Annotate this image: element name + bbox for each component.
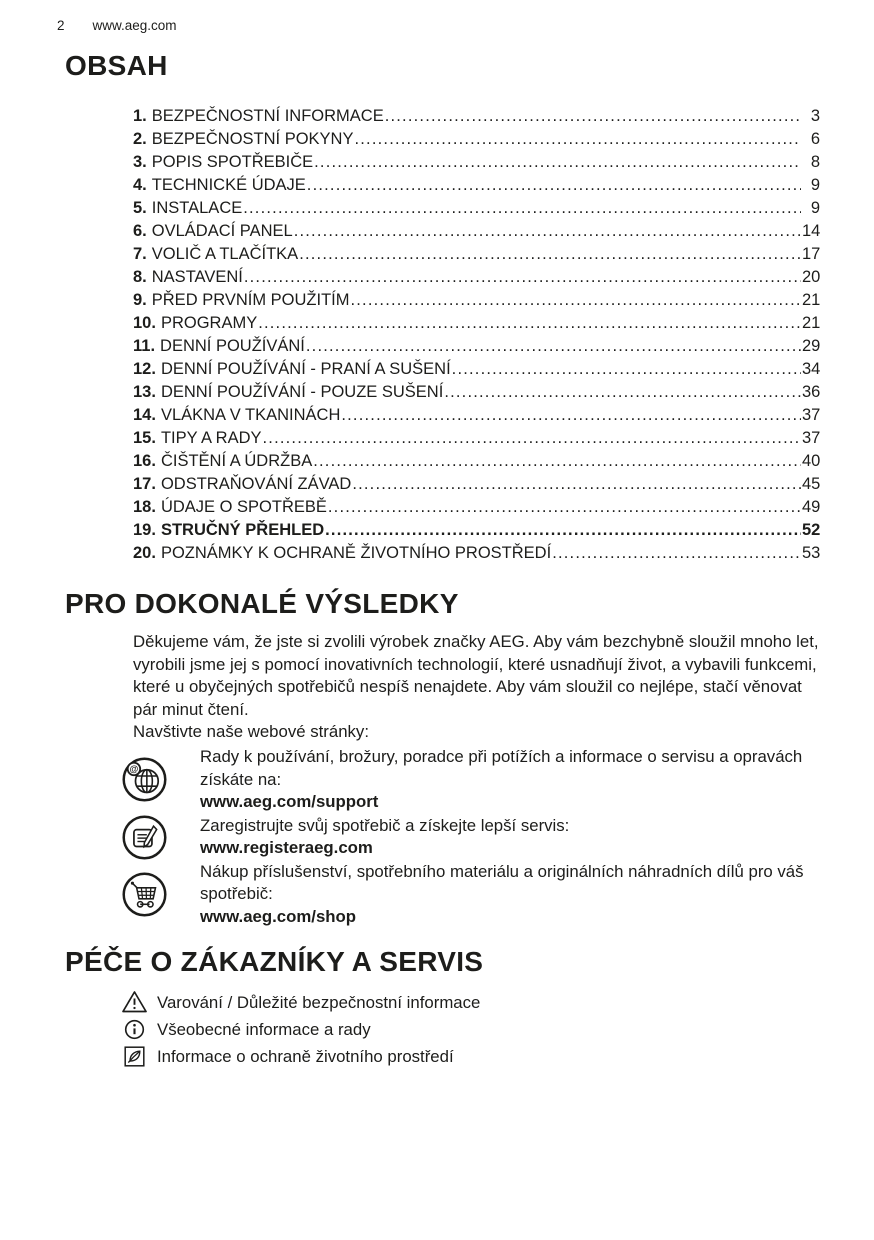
toc-entry-page: 52 xyxy=(802,521,821,539)
toc-entry-page: 3 xyxy=(810,107,820,125)
toc-entry-number: 14. xyxy=(133,406,156,424)
site-url: www.aeg.com xyxy=(92,18,177,33)
toc-entry-number: 2. xyxy=(133,130,147,148)
toc-row[interactable] xyxy=(133,312,820,335)
toc-row[interactable] xyxy=(133,473,820,496)
legend-notes xyxy=(121,989,820,1070)
web-link-item xyxy=(121,746,820,814)
visit-line: Navštivte naše webové stránky: xyxy=(133,722,369,742)
web-link-text xyxy=(200,746,820,814)
toc-dot-leader xyxy=(243,197,801,220)
toc-entry-number: 11. xyxy=(133,337,156,355)
toc-dot-leader xyxy=(352,473,801,496)
legend-note-icon-slot xyxy=(121,1019,148,1040)
toc-dot-leader xyxy=(444,381,801,404)
toc-title: OBSAH xyxy=(65,50,168,81)
toc-entry-title: POPIS SPOTŘEBIČE xyxy=(151,153,314,171)
toc-entry-number: 17. xyxy=(133,475,156,493)
toc-row[interactable] xyxy=(133,542,820,565)
toc-entry-title: DENNÍ POUŽÍVÁNÍ - PRANÍ A SUŠENÍ xyxy=(160,360,451,378)
toc-entry-title: DENNÍ POUŽÍVÁNÍ - POUZE SUŠENÍ xyxy=(160,383,444,401)
toc-entry-number: 4. xyxy=(133,176,147,194)
toc-entry-page: 6 xyxy=(810,130,820,148)
toc-entry-page: 21 xyxy=(802,314,821,332)
toc-entry-page: 20 xyxy=(802,268,821,286)
toc-entry-title: STRUČNÝ PŘEHLED xyxy=(160,521,325,539)
toc-entry-title: BEZPEČNOSTNÍ INFORMACE xyxy=(151,107,384,125)
toc-entry-page: 40 xyxy=(802,452,821,470)
toc-entry-page: 45 xyxy=(802,475,821,493)
toc-entry-number: 7. xyxy=(133,245,147,263)
toc-dot-leader xyxy=(325,519,801,542)
toc-row[interactable] xyxy=(133,289,820,312)
legend-note xyxy=(121,1043,820,1070)
toc-row[interactable] xyxy=(133,243,820,266)
toc-entry-page: 29 xyxy=(802,337,821,355)
web-link-description: Rady k používání, brožury, poradce při potížích a informace o servisu a opravách získáte na: xyxy=(200,746,803,789)
toc-entry-title: BEZPEČNOSTNÍ POKYNY xyxy=(151,130,354,148)
toc-entry-number: 19. xyxy=(133,521,156,539)
legend-note xyxy=(121,989,820,1016)
legend-note-text: Všeobecné informace a rady xyxy=(157,1019,371,1039)
web-link-text xyxy=(200,861,820,929)
toc-entry-page: 14 xyxy=(802,222,821,240)
legend-note-text: Informace o ochraně životního prostředí xyxy=(157,1046,454,1066)
toc-row[interactable] xyxy=(133,105,820,128)
cart-icon xyxy=(121,871,168,918)
toc-dot-leader xyxy=(354,128,801,151)
toc-dot-leader xyxy=(306,335,801,358)
toc-entry-number: 1. xyxy=(133,107,147,125)
toc-entry-page: 9 xyxy=(810,199,820,217)
toc-entry-number: 20. xyxy=(133,544,156,562)
toc-entry-number: 10. xyxy=(133,314,156,332)
toc-entry-number: 12. xyxy=(133,360,156,378)
toc-entry-title: POZNÁMKY K OCHRANĚ ŽIVOTNÍHO PROSTŘEDÍ xyxy=(160,544,552,562)
leaf-icon xyxy=(124,1046,145,1067)
toc-dot-leader xyxy=(328,496,801,519)
toc-row[interactable] xyxy=(133,496,820,519)
toc-entry-title: ČIŠTĚNÍ A ÚDRŽBA xyxy=(160,452,313,470)
toc-row[interactable] xyxy=(133,197,820,220)
toc-entry-title: VLÁKNA V TKANINÁCH xyxy=(160,406,341,424)
toc-dot-leader xyxy=(314,151,801,174)
legend-note xyxy=(121,1016,820,1043)
toc-entry-number: 3. xyxy=(133,153,147,171)
toc-entry-title: NASTAVENÍ xyxy=(151,268,243,286)
toc-row[interactable] xyxy=(133,427,820,450)
toc-entry-number: 6. xyxy=(133,222,147,240)
globe-at-icon xyxy=(121,756,168,803)
customer-care-title: PÉČE O ZÁKAZNÍKY A SERVIS xyxy=(65,945,484,977)
toc-dot-leader xyxy=(258,312,801,335)
toc-dot-leader xyxy=(263,427,801,450)
toc-entry-title: OVLÁDACÍ PANEL xyxy=(151,222,293,240)
toc-entry-page: 36 xyxy=(802,383,821,401)
toc-row[interactable] xyxy=(133,358,820,381)
toc-entry-number: 5. xyxy=(133,199,147,217)
toc-entry-number: 13. xyxy=(133,383,156,401)
toc-dot-leader xyxy=(307,174,801,197)
toc-row[interactable] xyxy=(133,404,820,427)
toc-entry-title: ÚDAJE O SPOTŘEBĚ xyxy=(160,498,327,516)
page-header xyxy=(57,18,820,33)
web-link-description: Zaregistrujte svůj spotřebič a získejte lepší servis: xyxy=(200,815,570,835)
toc-dot-leader xyxy=(313,450,801,473)
toc-dot-leader xyxy=(385,105,801,128)
toc-entry-number: 15. xyxy=(133,429,156,447)
info-icon xyxy=(124,1019,145,1040)
toc-entry-page: 49 xyxy=(802,498,821,516)
toc-dot-leader xyxy=(244,266,801,289)
toc-entry-page: 17 xyxy=(802,245,821,263)
web-link-url[interactable]: www.aeg.com/support xyxy=(200,792,379,812)
toc-row[interactable] xyxy=(133,266,820,289)
web-links xyxy=(121,746,820,929)
web-link-description: Nákup příslušenství, spotřebního materiálu a originálních náhradních dílů pro váš spotřebič: xyxy=(200,861,804,904)
svg-text:@: @ xyxy=(129,764,139,775)
toc-entry-page: 37 xyxy=(802,429,821,447)
web-link-item xyxy=(121,814,820,861)
toc-entry-title: TECHNICKÉ ÚDAJE xyxy=(151,176,306,194)
toc-entry-page: 8 xyxy=(810,153,820,171)
toc-dot-leader xyxy=(341,404,801,427)
toc-row[interactable] xyxy=(133,381,820,404)
toc-dot-leader xyxy=(299,243,801,266)
register-icon xyxy=(121,814,168,861)
toc xyxy=(133,105,820,565)
toc-row[interactable] xyxy=(133,519,820,542)
toc-entry-title: DENNÍ POUŽÍVÁNÍ xyxy=(160,337,305,355)
warning-icon xyxy=(121,990,148,1014)
toc-entry-page: 34 xyxy=(802,360,821,378)
web-link-text xyxy=(200,815,820,860)
legend-note-icon-slot xyxy=(121,990,148,1014)
toc-row[interactable] xyxy=(133,174,820,197)
toc-entry-number: 9. xyxy=(133,291,147,309)
toc-entry-page: 37 xyxy=(802,406,821,424)
toc-entry-number: 18. xyxy=(133,498,156,516)
toc-entry-page: 21 xyxy=(802,291,821,309)
toc-entry-title: INSTALACE xyxy=(151,199,243,217)
toc-entry-title: TIPY A RADY xyxy=(160,429,262,447)
toc-entry-title: ODSTRAŇOVÁNÍ ZÁVAD xyxy=(160,475,352,493)
toc-row[interactable] xyxy=(133,151,820,174)
toc-entry-page: 53 xyxy=(802,544,821,562)
web-link-url[interactable]: www.aeg.com/shop xyxy=(200,906,357,926)
toc-entry-title: VOLIČ A TLAČÍTKA xyxy=(151,245,299,263)
legend-note-text: Varování / Důležité bezpečnostní informace xyxy=(157,992,481,1012)
toc-entry-number: 16. xyxy=(133,452,156,470)
toc-entry-page: 9 xyxy=(810,176,820,194)
toc-entry-title: PŘED PRVNÍM POUŽITÍM xyxy=(151,291,350,309)
web-link-icon-slot xyxy=(121,814,200,861)
page-number: 2 xyxy=(57,18,65,33)
toc-dot-leader xyxy=(294,220,801,243)
perfect-results-title: PRO DOKONALÉ VÝSLEDKY xyxy=(65,588,459,619)
toc-row[interactable] xyxy=(133,335,820,358)
toc-row[interactable] xyxy=(133,128,820,151)
toc-entry-title: PROGRAMY xyxy=(160,314,258,332)
toc-row[interactable] xyxy=(133,220,820,243)
toc-dot-leader xyxy=(452,358,801,381)
toc-dot-leader xyxy=(350,289,801,312)
toc-dot-leader xyxy=(552,542,801,565)
web-link-item xyxy=(121,861,820,929)
toc-row[interactable] xyxy=(133,450,820,473)
legend-note-icon-slot xyxy=(121,1046,148,1067)
web-link-icon-slot xyxy=(121,756,200,803)
web-link-url[interactable]: www.registeraeg.com xyxy=(200,838,373,858)
toc-entry-number: 8. xyxy=(133,268,147,286)
intro-paragraph: Děkujeme vám, že jste si zvolili výrobek značky AEG. Aby vám bezchybně sloužil mnoho let, vyrobili jsme jej s pomocí inovativních technologií, které usnadňují život, a vybavili funkcemi, které u obyčejných spotřebičů nespíš nenajdete. Aby vám sloužil co nejlépe, stačí věnovat pár minut čtení. xyxy=(133,632,819,719)
web-link-icon-slot xyxy=(121,871,200,918)
